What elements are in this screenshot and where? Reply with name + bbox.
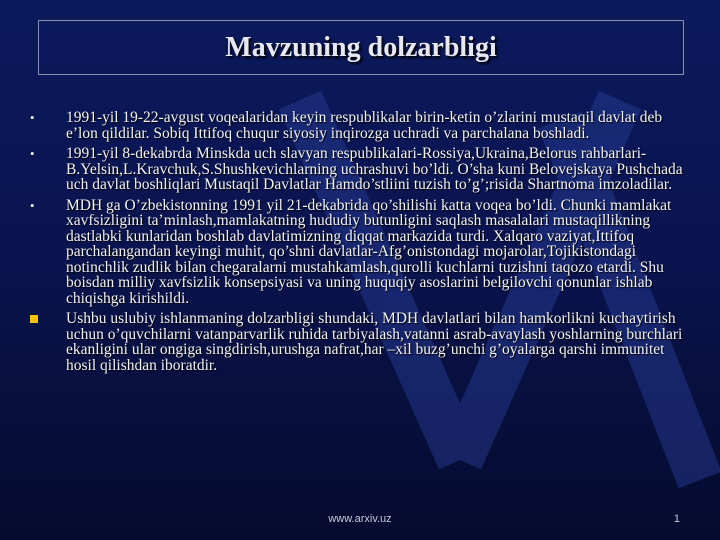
bullet-list xyxy=(30,110,690,378)
bullet-item xyxy=(30,146,690,193)
bullet-text: 1991-yil 8-dekabrda Minskda uch slavyan respublikalari-Rossiya,Ukraina,Belorus rahbarlari-B.Yelsin,L.Kravchuk,S.Shushkevichlarning uchrashuvi bo’ldi. O’sha kuni Belovejskaya Pushchada uch davlat boshliqlari Mustaqil Davlatlar Hamdo’stliini tuzish to’g’;risida Shartnoma imzoladilar. xyxy=(66,145,683,193)
footer-url: www.arxiv.uz xyxy=(328,513,392,525)
bullet-dot-icon: • xyxy=(30,146,35,161)
bullet-item xyxy=(30,311,690,373)
page-number: 1 xyxy=(673,513,680,525)
bullet-text: Ushbu uslubiy ishlanmaning dolzarbligi shundaki, MDH davlatlari bilan hamkorlikni kuchaytirish uchun o’quvchilarni vatanparvarlik ruhida tarbiyalash,vatanni asrab-avaylash yoshlarning burchlari ekanligini ular ongiga singdirish,urushga nafrat,har –xil buzg’unchi g’oyalarga qarshi immunitet hosil qilishdan iboratdir. xyxy=(66,310,683,374)
bullet-dot-icon: • xyxy=(30,197,35,213)
slide-title: Mavzuning dolzarbligi xyxy=(225,31,497,63)
bullet-item xyxy=(30,110,690,141)
bullet-item xyxy=(30,198,690,307)
bullet-text: 1991-yil 19-22-avgust voqealaridan keyin respublikalar birin-ketin o’zlarini mustaqil davlat deb e’lon qildilar. Sobiq Ittifoq chuqur siyosiy inqirozga uchradi va parchalana boshladi. xyxy=(66,109,663,142)
bullet-text: MDH ga O’zbekistonning 1991 yil 21-dekabrida qo’shilishi katta voqea bo’ldi. Chunki mamlakat xavfsizligini ta’minlash,mamlakatning hududiy butunligini saqlash masalalari mustaqillikning dastlabki kunlaridan boshlab davlatimizning diqqat markazida turdi. Xalqaro vaziyat,Ittifoq parchalangandan keyingi muhit, qo’shni davlatlar-Afg’onistondagi mojarolar,Tojikistondagi notinchlik zudlik bilan chegaralarni mustahkamlash,qurolli kuchlarni tuzishni taqozo etardi. Shu boisdan milliy xavfsizlik konsepsiyasi va uning huquqiy asoslarini belgilovchi qonunlar ishlab chiqishga kirishildi. xyxy=(66,196,672,307)
square-bullet-icon xyxy=(30,311,66,327)
bullet-dot-icon: • xyxy=(30,110,35,125)
title-box xyxy=(38,20,684,75)
